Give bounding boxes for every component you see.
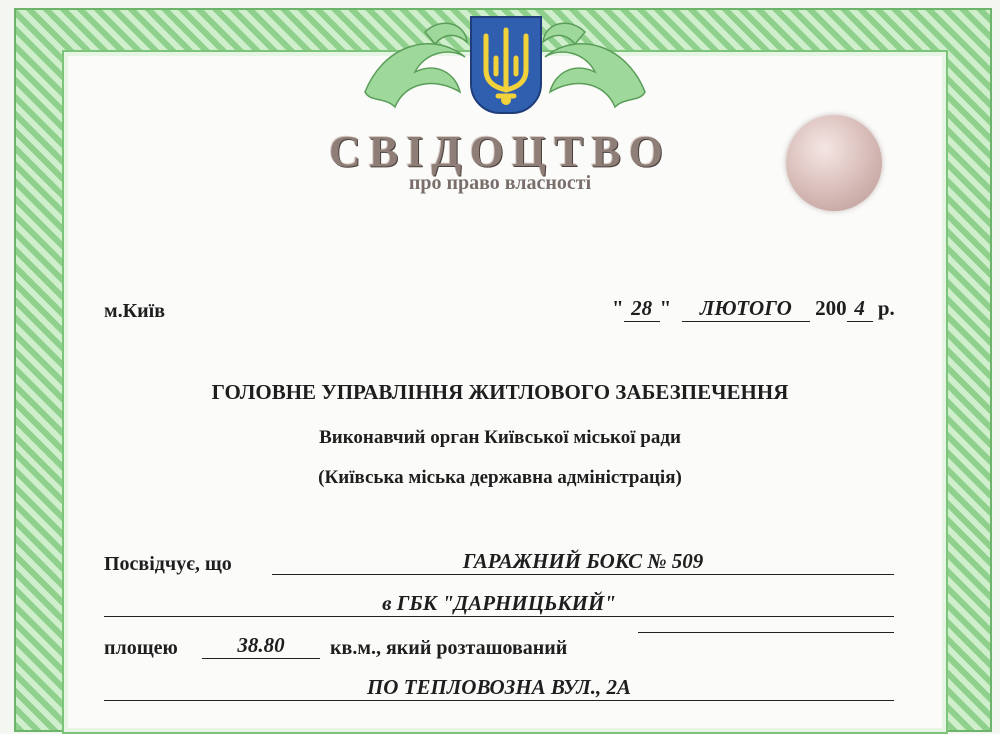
area-value-field: 38.80 (202, 632, 320, 659)
date-month: ЛЮТОГО (682, 296, 810, 322)
address-field: ПО ТЕПЛОВОЗНА ВУЛ., 2А (104, 674, 894, 701)
ornament-leaf-left (365, 44, 465, 107)
issuer-line-1: ГОЛОВНЕ УПРАВЛІННЯ ЖИТЛОВОГО ЗАБЕЗПЕЧЕННЯ (211, 380, 789, 404)
issuer-line-2: Виконавчий орган Київської міської ради (319, 427, 681, 448)
issue-date (612, 296, 895, 322)
date-year-prefix: 200 (815, 296, 847, 320)
date-year-suffix: 4 (847, 296, 873, 322)
document-subtitle: про право власності (408, 172, 592, 194)
area-label: площею (104, 637, 178, 659)
date-close-quote: " (659, 296, 672, 320)
date-open-quote: " (612, 296, 624, 320)
trident-icon (472, 18, 540, 112)
issuer-line-3: (Київська міська державна адміністрація) (318, 467, 682, 488)
ornament-swirl-right (543, 23, 585, 44)
document-title: СВІДОЦТВО (329, 127, 671, 176)
date-year-abbr: р. (877, 296, 895, 320)
date-day: 28 (624, 296, 660, 322)
coat-of-arms-emblem (470, 16, 542, 114)
issue-city: м.Київ (104, 300, 166, 322)
owner-object-field: ГАРАЖНИЙ БОКС № 509 (272, 548, 894, 575)
area-unit-text: кв.м., який розташований (330, 637, 568, 659)
location-blank-field (638, 632, 894, 633)
certifies-label: Посвідчує, що (104, 553, 232, 575)
ornament-leaf-right (545, 44, 645, 107)
ornament-swirl-left (425, 23, 467, 44)
owner-object-line2-field: в ГБК "ДАРНИЦЬКИЙ" (104, 590, 894, 617)
